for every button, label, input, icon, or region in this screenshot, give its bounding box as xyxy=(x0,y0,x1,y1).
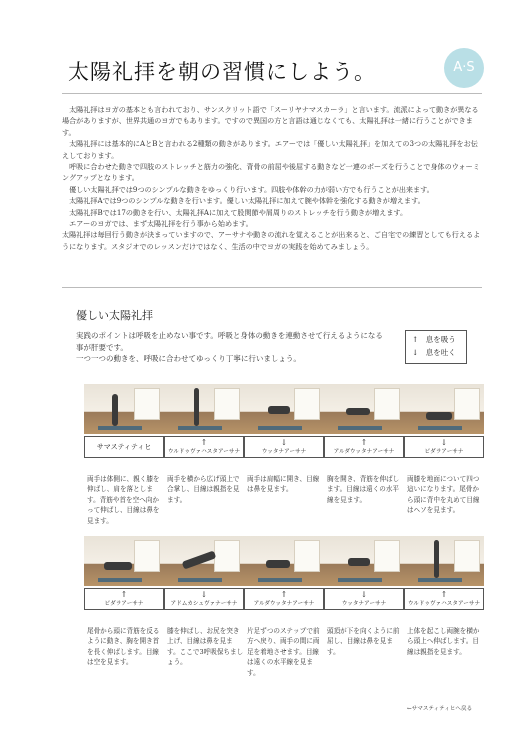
pose-instruction: 両手を横から広げ頭上で合掌し、目線は親指を見ます。 xyxy=(167,475,240,504)
section-description xyxy=(76,330,386,365)
section-divider xyxy=(62,287,482,288)
intro-paragraph: 太陽礼拝は毎回行う動きが決まっていますので、アーサナや動きの流れを覚えることが出来ると、ご自宅での練習としても行えるようになります。スタジオでのレッスンだけではなく、生活の中でヨガの実践を始めてみましょう。 xyxy=(62,230,481,251)
breath-arrow: ↑ xyxy=(84,588,164,610)
pose-instruction: 両膝を地面について四つ這いになります。尾骨から頭に背中を丸めて目線はヘソを見ます。 xyxy=(407,475,480,515)
pose-instruction: 片足ずつのステップで前方へ戻り、両手の間に両足を着地させます。目線は遠くの水平線を見ます。 xyxy=(247,627,320,677)
pose-instruction: 膝を伸ばし、お尻を突き上げ、目線は鼻を見ます。ここで3呼吸保ちましょう。 xyxy=(167,627,244,667)
pose-name: サマスティティヒ xyxy=(84,436,164,458)
pose-instruction: 両手は体側に、親く膝を伸ばし、肩を落とします。背筋や首を空へ向かって伸ばし、目線は鼻を見ます。 xyxy=(87,475,160,525)
pose-photo xyxy=(404,384,484,434)
pose-name: ビダラアーサナ xyxy=(104,601,144,607)
breath-arrow: ↑ xyxy=(244,588,324,610)
breath-arrow: ↓ xyxy=(324,588,404,610)
pose-photo xyxy=(84,536,164,586)
legend-exhale: ↓ 息を吐く xyxy=(412,348,456,357)
pose-name: アルダウッタナアーサナ xyxy=(333,449,395,455)
pose-name: ウッタナアーサナ xyxy=(261,449,307,455)
pose-photo xyxy=(244,384,324,434)
pose-photo xyxy=(164,536,244,586)
pose-name: ビダラアーサナ xyxy=(424,449,464,455)
intro-paragraph: 太陽礼拝はヨガの基本とも言われており、サンスクリット語で「スーリヤナマスカーラ」と言います。流派によって動きが異なる場合がありますが、世界共通のヨガでもあります。ですので異国の方と言語は通じなくても、太陽礼拝は一緒に行うことができます。 xyxy=(62,105,479,137)
pose-photo xyxy=(324,536,404,586)
pose-name: アドムカシュヴァナーサナ xyxy=(170,601,238,607)
breath-arrow: ↓ xyxy=(404,436,484,458)
legend-inhale: ↑ 息を吸う xyxy=(412,335,456,344)
intro-paragraph: エアーのヨガでは、まず太陽礼拝を行う事から始めます。 xyxy=(62,219,253,229)
intro-paragraph: 太陽礼拝には基本的にAとBと言われる2種類の動きがあります。エアーでは「優しい太陽礼拝」を加えての3つの太陽礼拝をお伝えしております。 xyxy=(62,139,478,160)
breath-arrow: ↓ xyxy=(164,588,244,610)
pose-name: アルダウッタナアーサナ xyxy=(253,601,315,607)
intro-paragraph: 太陽礼拝Bでは17の動きを行い、太陽礼拝Aに加えて股関節や屑周りのストレッチを行う動きが増えます。 xyxy=(62,207,408,217)
pose-instruction: 尾骨から頭に背筋を反るように動き、胸を開き首を長く伸ばします。目線は空を見ます。 xyxy=(87,627,160,667)
pose-instruction: 両手は肩幅に開き、目線は鼻を見ます。 xyxy=(247,475,320,494)
intro-paragraph: 呼吸に合わせた動きで四肢のストレッチと筋力の強化、背骨の前屈や後屈する動きなど一連のポーズを行うことで身体のウォーミングアップとなります。 xyxy=(62,162,480,183)
breath-arrow: ↑ xyxy=(324,436,404,458)
section-title: 優しい太陽礼拝 xyxy=(76,309,153,322)
pose-instruction: 上体を起こし両腕を横から頭上へ伸ばします。目線は親指を見ます。 xyxy=(407,627,480,656)
pose-photo xyxy=(404,536,484,586)
intro-text xyxy=(62,104,482,252)
pose-photo xyxy=(324,384,404,434)
description-line: 一つ一つの動きを、呼吸に合わせてゆっくり丁寧に行いましょう。 xyxy=(76,354,301,364)
description-line: 実践のポイントは呼吸を止めない事です。呼吸と身体の動きを連動させて行えるようになる事が肝要です。 xyxy=(76,331,383,352)
breath-arrow: ↓ xyxy=(244,436,324,458)
pose-photo xyxy=(244,536,324,586)
return-note: ←サマスティティヒへ戻る xyxy=(407,706,473,712)
pose-name: ウルドゥヴァハスタアーサナ xyxy=(167,449,241,455)
pose-instruction: 頭頂が下を向くように前屈し、目線は鼻を見ます。 xyxy=(327,627,400,656)
pose-name: ウルドゥヴァハスタアーサナ xyxy=(407,601,481,607)
pose-name: ウッタナアーサナ xyxy=(341,601,387,607)
page-title: 太陽礼拝を朝の習慣にしよう。 xyxy=(68,60,376,84)
breath-legend xyxy=(405,330,467,364)
pose-instruction: 胸を開き、背筋を伸ばします。目線は遠くの水平線を見ます。 xyxy=(327,475,400,504)
pose-photo xyxy=(84,384,164,434)
intro-paragraph: 太陽礼拝Aでは9つのシンプルな動きを行います。優しい太陽礼拝に加えて腕や体幹を強化する動きが増えます。 xyxy=(62,196,425,206)
breath-arrow: ↑ xyxy=(164,436,244,458)
title-divider xyxy=(62,93,482,94)
intro-paragraph: 優しい太陽礼拝では9つのシンプルな動きをゆっくり行います。四肢や体幹の力が弱い方でも行うことが出来ます。 xyxy=(62,184,434,194)
logo: A·S xyxy=(444,48,484,88)
pose-photo xyxy=(164,384,244,434)
breath-arrow: ↑ xyxy=(404,588,484,610)
